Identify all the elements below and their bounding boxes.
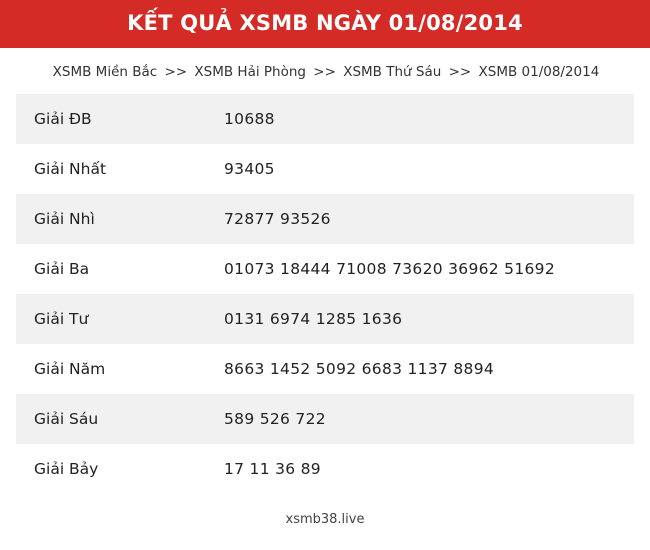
prize-numbers: 17 11 36 89 <box>224 460 321 478</box>
prize-numbers: 72877 93526 <box>224 194 634 244</box>
prize-label: Giải Sáu <box>16 394 224 444</box>
prize-numbers: 0131 6974 1285 1636 <box>224 294 634 344</box>
table-row <box>16 144 634 194</box>
prize-label: Giải Bảy <box>34 460 99 478</box>
table-row <box>16 344 634 394</box>
prize-label: Giải Tư <box>16 294 224 344</box>
prize-numbers: 8663 1452 5092 6683 1137 8894 <box>224 360 495 378</box>
table-row <box>16 94 634 144</box>
prize-label: Giải Nhì <box>16 194 224 244</box>
prize-numbers: 589 526 722 <box>224 394 634 444</box>
breadcrumb-item-3[interactable]: XSMB Thứ Sáu <box>343 64 442 80</box>
breadcrumb-item-1[interactable]: XSMB Miền Bắc <box>52 64 158 80</box>
table-row <box>16 194 634 244</box>
prize-label: Giải Ba <box>34 260 90 278</box>
prize-label: Giải Năm <box>34 360 106 378</box>
table-row <box>16 244 634 294</box>
breadcrumb-separator: >> <box>448 64 472 80</box>
page-title: KẾT QUẢ XSMB NGÀY 01/08/2014 <box>0 0 650 48</box>
prize-numbers: 93405 <box>224 160 275 178</box>
breadcrumb-item-2[interactable]: XSMB Hải Phòng <box>194 64 306 80</box>
prize-numbers: 10688 <box>224 94 634 144</box>
table-row <box>16 394 634 444</box>
breadcrumb-separator: >> <box>313 64 336 80</box>
results-table <box>16 94 634 494</box>
table-row <box>16 294 634 344</box>
prize-label: Giải ĐB <box>16 94 224 144</box>
site-footer: xsmb38.live <box>285 512 365 527</box>
prize-label: Giải Nhất <box>34 160 107 178</box>
breadcrumb <box>0 48 650 94</box>
breadcrumb-item-4[interactable]: XSMB 01/08/2014 <box>478 64 600 80</box>
breadcrumb-separator: >> <box>164 64 188 80</box>
prize-numbers: 01073 18444 71008 73620 36962 51692 <box>224 260 555 278</box>
table-row <box>16 444 634 494</box>
